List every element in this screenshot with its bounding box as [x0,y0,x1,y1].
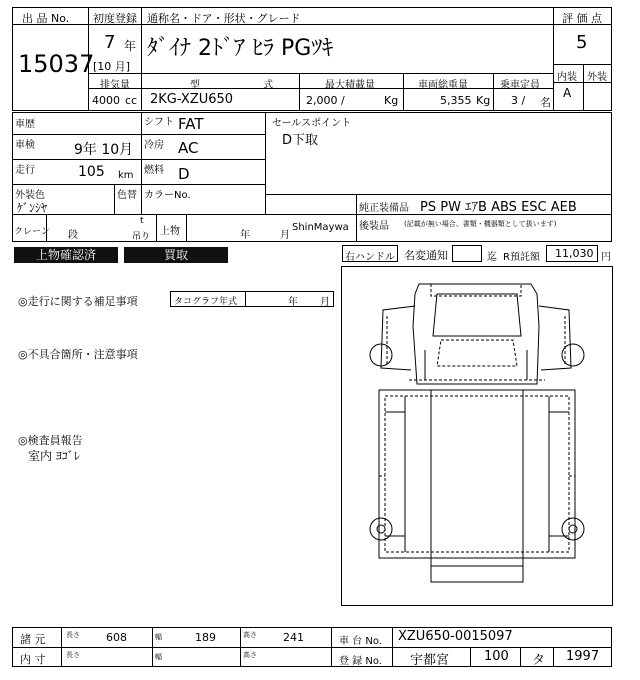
body-label: 上物 [160,226,180,237]
aftermarket-note: (記載が無い場合、書類・機器類として扱います) [404,220,557,228]
inspector-label: ◎検査員報告 [18,434,83,447]
color-change-label: 色替 [117,190,137,201]
odo-label: 迄 [487,252,497,263]
defects-label: ◎不具合箇所・注意事項 [18,348,138,361]
first-reg-label: 初度登録 [93,12,137,25]
mileage-unit: km [118,170,134,181]
equipment-value: PS PW ｴｱB ABS ESC AEB [420,200,577,215]
length-value: 608 [106,631,127,644]
crane-hang-label: 吊り [132,232,151,242]
right-hand-label: 右ハンドル [345,252,395,263]
fuel-value: D [178,165,190,183]
max-load-unit: Kg [384,94,399,107]
chassis-label: 車 台 No. [339,636,382,647]
interior-grade: A [563,86,572,100]
displacement-label: 排気量 [100,80,130,91]
body-month-unit: 月 [280,230,290,241]
overall-grade: 5 [576,32,588,53]
tacho-label: タコグラフ年式 [174,297,238,307]
interior-width-label: 幅 [155,653,162,661]
crane-label: クレーン [14,227,50,237]
exterior-color-label: 外装色 [15,190,45,201]
reg-year-value: 7 [104,32,116,53]
shift-label: シフト [144,117,174,128]
interior-dims-label: 内 寸 [20,653,46,666]
reg-area: 宇都宮 [410,653,450,668]
gross-weight-label: 車両総重量 [418,80,468,91]
car-name: ﾀﾞｲﾅ 2ﾄﾞｱ ﾋﾗ PGﾂｷ [147,36,334,61]
model-value: 2KG-XZU650 [150,92,234,107]
inspection-label: 車検 [15,140,35,151]
selling-points-value: D下取 [282,133,319,148]
displacement-value: 4000 [92,94,120,107]
tacho-month: 月 [320,297,330,308]
recycle-value: 11,030 [555,247,594,260]
width-value: 189 [195,631,216,644]
color-code-label: カラーNo. [144,190,191,201]
displacement-unit: cc [125,94,138,107]
body-maker: ShinMaywa [292,222,349,233]
ac-label: 冷房 [144,140,164,151]
exterior-color-value: ｹﾞﾝｼﾔ [17,201,48,215]
height-label: 高さ [243,631,257,639]
grade-label: 評 価 点 [562,12,602,25]
buy-badge: 買取 [124,247,228,263]
inspector-value: 室内 ﾖｺﾞﾚ [28,449,80,463]
truck-outline-icon [341,266,613,606]
equipment-label: 純正装備品 [359,203,409,214]
lot-label: 出 品 No. [22,12,70,25]
reg-month-value: [10 月] [93,60,131,73]
reg-label: 登 録 No. [339,656,382,667]
aftermarket-label: 後装品 [359,221,389,232]
ac-value: AC [178,139,199,157]
shift-value: FAT [178,115,204,133]
reg-class: 100 [484,649,509,664]
model-label: 型 式 [190,80,304,91]
body-check-badge: 上物確認済 [14,247,118,263]
interior-length-label: 長さ [66,651,80,659]
history-label: 車歴 [15,119,35,130]
body-year-unit: 年 [240,230,250,241]
gross-weight-value: 5,355 [440,94,472,107]
crane-ton-unit: t [140,216,144,226]
fuel-label: 燃料 [144,165,164,176]
length-label: 長さ [66,631,80,639]
mileage-label: 走行 [15,165,35,176]
lot-number: 15037 [18,50,95,78]
max-load-label: 最大積載量 [325,80,375,91]
width-label: 幅 [155,633,162,641]
exterior-grade-label: 外装 [587,72,607,83]
recycle-unit: 円 [601,252,611,263]
max-load-value: 2,000 / [306,94,345,107]
capacity-unit: 名 [540,96,551,109]
mileage-value: 105 [78,164,105,180]
gross-weight-unit: Kg [476,94,491,107]
interior-grade-label: 内装 [557,72,577,83]
driving-notes-label: ◎走行に関する補足事項 [18,295,138,308]
capacity-label: 乗車定員 [500,80,540,91]
inspection-value: 9年 10月 [74,142,134,158]
interior-height-label: 高さ [243,651,257,659]
name-change-box[interactable] [452,245,482,262]
height-value: 241 [283,631,304,644]
selling-points-label: セールスポイント [272,118,352,129]
crane-stage-unit: 段 [68,230,78,241]
dims-label: 諸 元 [20,633,46,646]
recycle-label: R預託額 [503,252,540,263]
reg-number: 1997 [566,649,600,664]
tacho-year: 年 [288,297,298,308]
reg-kana: タ [532,653,546,668]
chassis-value: XZU650-0015097 [398,629,513,644]
name-change-label: 名変通知 [404,249,448,262]
reg-year-unit: 年 [124,39,137,53]
capacity-value: 3 / [511,94,526,107]
car-name-label: 通称名・ドア・形状・グレード [147,12,301,25]
